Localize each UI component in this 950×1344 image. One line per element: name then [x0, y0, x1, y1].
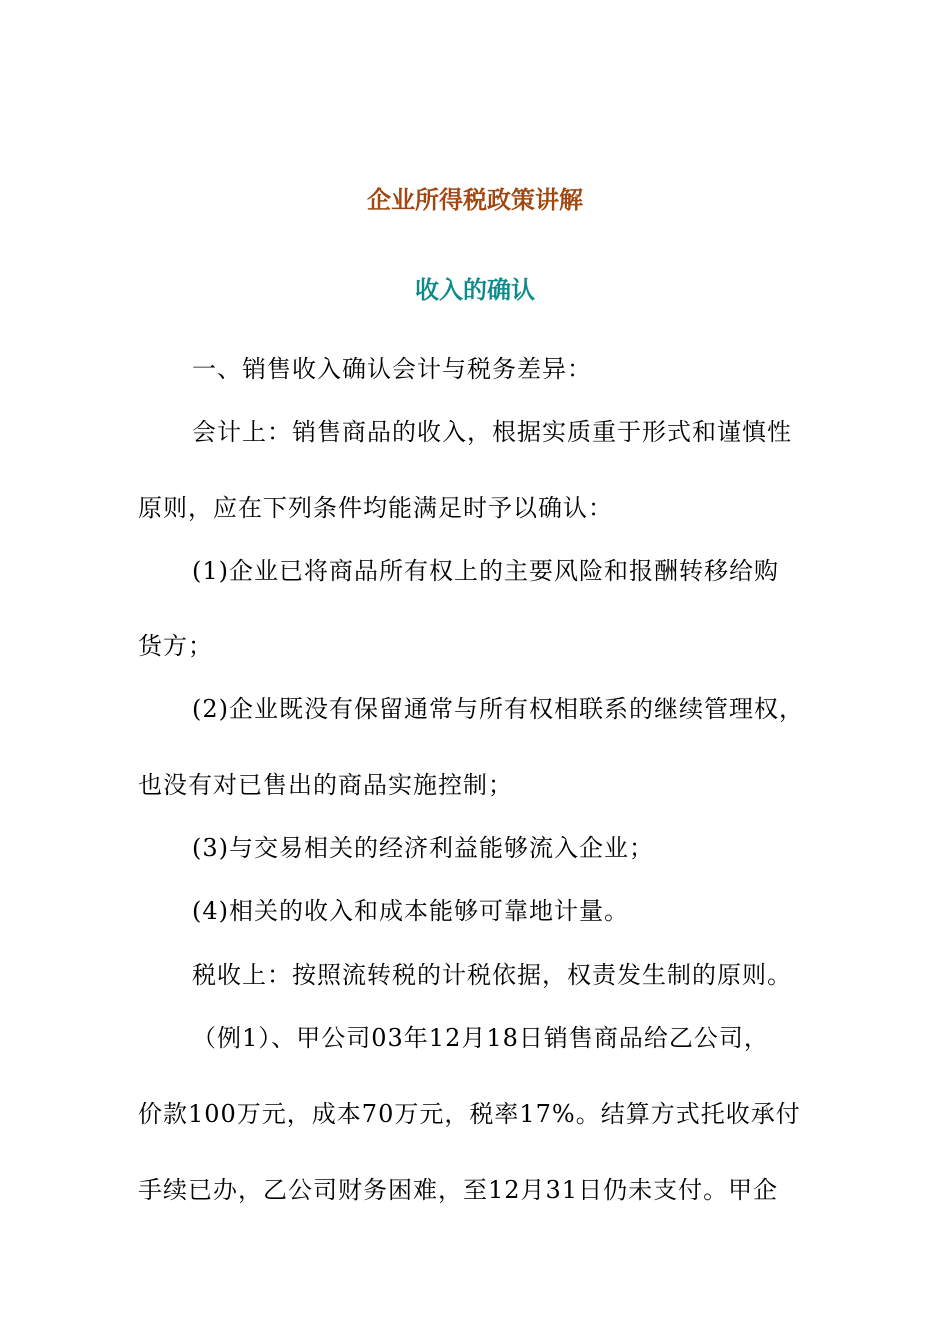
- section-title: 收入的确认: [415, 276, 535, 304]
- paragraph-line: (1)企业已将商品所有权上的主要风险和报酬转移给购: [192, 557, 779, 585]
- paragraph-line: （例1）、甲公司03年12月18日销售商品给乙公司，: [192, 1024, 769, 1052]
- paragraph-line: 货方；: [138, 632, 213, 660]
- paragraph-line: 一、销售收入确认会计与税务差异：: [192, 355, 592, 383]
- paragraph-line: 价款100万元，成本70万元，税率17%。结算方式托收承付: [138, 1100, 801, 1128]
- paragraph-line: 会计上：销售商品的收入，根据实质重于形式和谨慎性: [192, 418, 792, 446]
- paragraph-line: (4)相关的收入和成本能够可靠地计量。: [192, 897, 629, 925]
- paragraph-line: 原则，应在下列条件均能满足时予以确认：: [138, 494, 613, 522]
- paragraph-line: (3)与交易相关的经济利益能够流入企业；: [192, 834, 654, 862]
- paragraph-line: 税收上：按照流转税的计税依据，权责发生制的原则。: [192, 961, 792, 989]
- paragraph-line: (2)企业既没有保留通常与所有权相联系的继续管理权，: [192, 695, 804, 723]
- paragraph-line: 手续已办，乙公司财务困难，至12月31日仍未支付。甲企: [138, 1176, 779, 1204]
- document-title: 企业所得税政策讲解: [367, 186, 583, 214]
- paragraph-line: 也没有对已售出的商品实施控制；: [138, 771, 513, 799]
